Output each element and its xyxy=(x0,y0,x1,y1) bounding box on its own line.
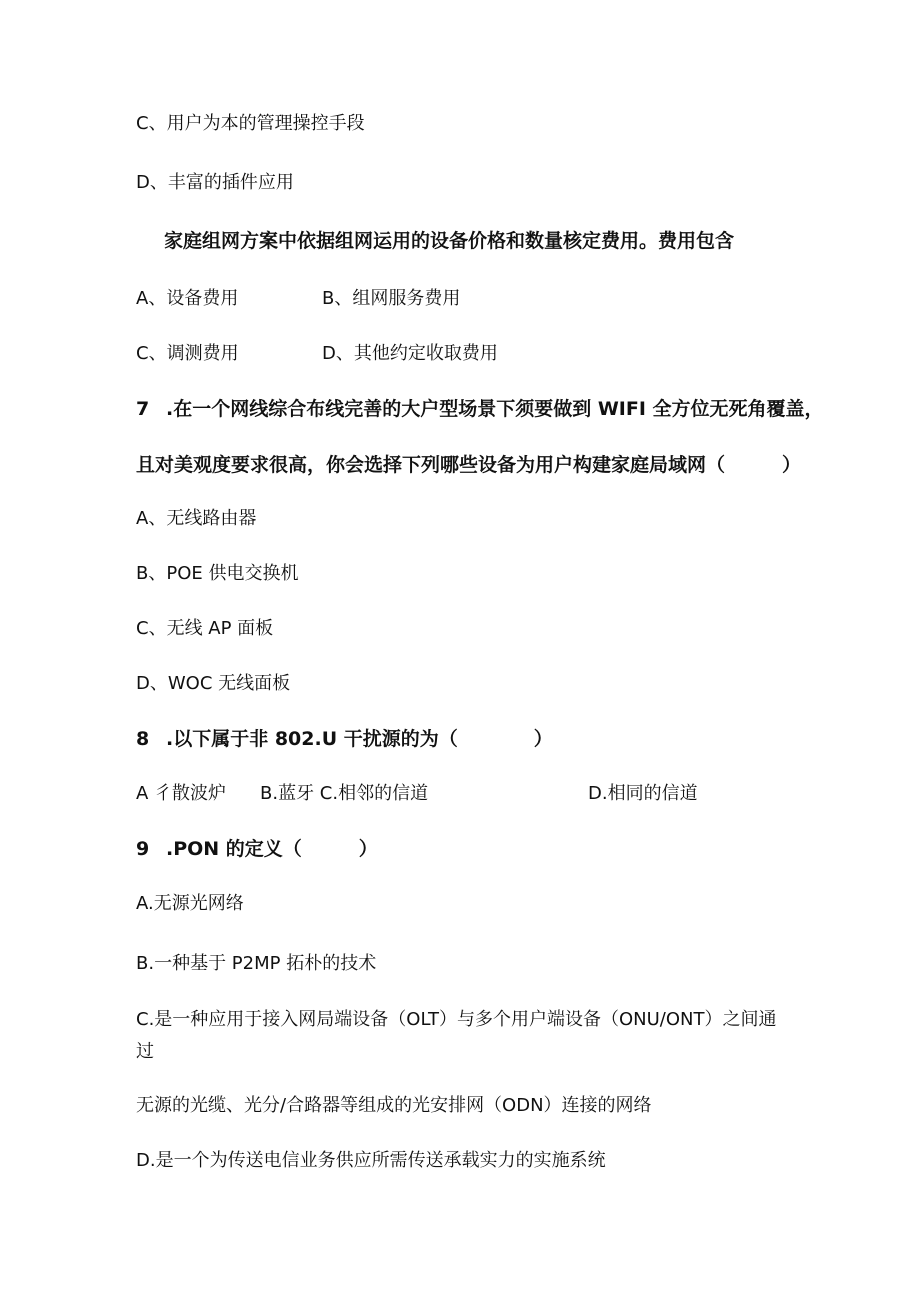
question-6-option-a: A、设备费用 xyxy=(136,288,239,309)
question-8-option-bc: B.蓝牙 C.相邻的信道 xyxy=(260,783,429,804)
question-8-number: 8 xyxy=(136,728,150,750)
question-9-option-c-line1: C.是一种应用于接入网局端设备（OLT）与多个用户端设备（ONU/ONT）之间通 xyxy=(136,1009,777,1030)
question-6-option-c: C、调测费用 xyxy=(136,343,239,364)
question-6-option-d: D、其他约定收取费用 xyxy=(322,343,498,364)
question-7-option-d: D、WOC 无线面板 xyxy=(136,673,291,694)
question-7-stem-line1 xyxy=(136,397,824,421)
question-7-option-b: B、POE 供电交换机 xyxy=(136,563,299,584)
question-9-option-a: A.无源光网络 xyxy=(136,893,244,914)
question-9-option-c-line3: 无源的光缆、光分/合路器等组成的光安排网（ODN）连接的网络 xyxy=(136,1095,652,1116)
question-7-number: 7 xyxy=(136,398,150,420)
option-c-prev: C、用户为本的管理操控手段 xyxy=(136,113,365,134)
question-9-stem xyxy=(136,837,378,861)
question-8-option-d: D.相同的信道 xyxy=(588,783,698,804)
question-9-number: 9 xyxy=(136,838,150,860)
question-7-stem-line2: 且对美观度要求很高，你会选择下列哪些设备为用户构建家庭局域网（ ） xyxy=(136,454,802,476)
option-d-prev: D、丰富的插件应用 xyxy=(136,172,294,193)
question-8-option-a: A 彳散波炉 xyxy=(136,783,227,804)
question-7-text-line1: .在一个网线综合布线完善的大户型场景下须要做到 WIFI 全方位无死角覆盖， xyxy=(166,398,824,420)
question-6-option-b: B、组网服务费用 xyxy=(322,288,461,309)
question-8-stem xyxy=(136,727,553,751)
question-9-option-b: B.一种基于 P2MP 拓朴的技术 xyxy=(136,953,377,974)
question-8-text: .以下属于非 802.U 干扰源的为（ ） xyxy=(166,728,553,750)
question-9-text: .PON 的定义（ ） xyxy=(166,838,378,860)
question-9-option-c-line2: 过 xyxy=(136,1041,154,1062)
question-7-option-a: A、无线路由器 xyxy=(136,508,257,529)
question-6-stem: 家庭组网方案中依据组网运用的设备价格和数量核定费用。费用包含 xyxy=(164,230,735,252)
question-7-option-c: C、无线 AP 面板 xyxy=(136,618,274,639)
question-9-option-d: D.是一个为传送电信业务供应所需传送承载实力的实施系统 xyxy=(136,1150,606,1171)
